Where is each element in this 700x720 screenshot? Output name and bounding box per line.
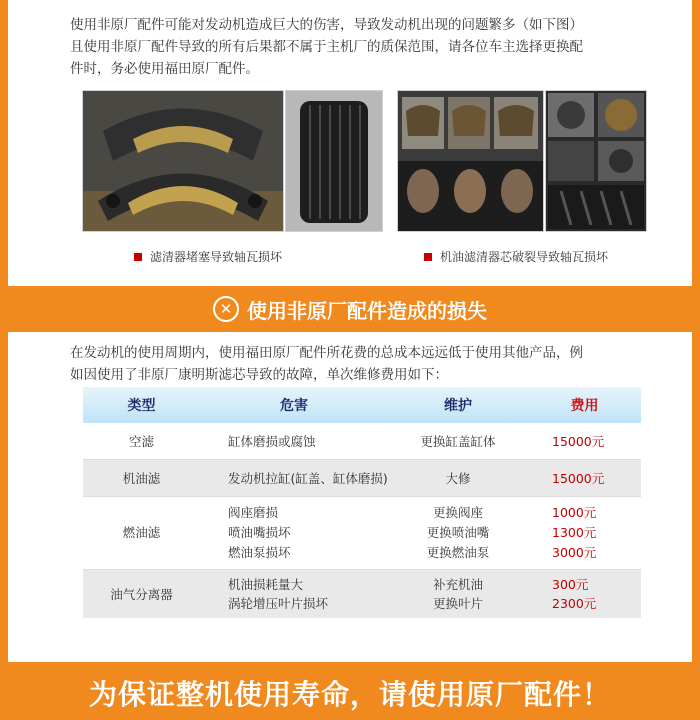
bearing-damage-photo (82, 90, 284, 232)
x-circle-icon: ✕ (213, 296, 239, 322)
header-fix: 维护 (444, 398, 472, 414)
bearing-shells-photo (397, 90, 544, 232)
cell-cost: 2300元 (552, 596, 597, 611)
cell-cost: 1000元 (552, 505, 597, 520)
caption-right-text: 机油滤清器芯破裂导致轴瓦损坏 (440, 250, 609, 264)
cell-fix: 更换阀座 (432, 505, 483, 520)
para-line: 如因使用了非原厂康明斯滤芯导致的故障，单次维修费用如下： (70, 367, 448, 383)
header-type: 类型 (127, 398, 156, 414)
cell-harm: 涡轮增压叶片损坏 (228, 596, 329, 611)
intro-line: 且使用非原厂配件导致的所有后果都不属于主机厂的质保范围，请各位车主选择更换配 (70, 39, 583, 55)
intro-line: 使用非原厂配件可能对发动机造成巨大的伤害，导致发动机出现的问题繁多（如下图） (70, 17, 583, 33)
header-harm: 危害 (280, 398, 308, 414)
repair-cost-table (83, 387, 641, 618)
cell-cost: 15000元 (552, 434, 605, 449)
cell-harm: 发动机拉缸(缸盖、缸体磨损) (228, 471, 388, 486)
cost-paragraph (70, 342, 660, 386)
header-cost: 费用 (570, 398, 599, 414)
section-title (0, 290, 700, 328)
table-row (83, 460, 641, 497)
cell-type: 机油滤 (122, 471, 161, 486)
cell-cost: 300元 (552, 577, 589, 592)
intro-text (70, 14, 660, 80)
section-title-text: 使用非原厂配件造成的损失 (247, 298, 487, 323)
cell-cost: 3000元 (552, 545, 597, 560)
cell-cost: 1300元 (552, 525, 597, 540)
cell-fix: 更换喷油嘴 (426, 525, 490, 540)
cell-fix: 更换缸盖缸体 (420, 434, 496, 449)
red-square-bullet (134, 253, 142, 261)
cell-harm: 喷油嘴损坏 (228, 525, 291, 540)
intro-line: 件时，务必使用福田原厂配件。 (70, 61, 259, 77)
cell-harm: 缸体磨损或腐蚀 (228, 434, 316, 449)
cell-cost: 15000元 (552, 471, 605, 486)
caption-right (424, 248, 608, 265)
table-row (83, 423, 641, 460)
cost-panel (8, 332, 692, 662)
para-line: 在发动机的使用周期内，使用福田原厂配件所花费的总成本远远低于使用其他产品，例 (70, 345, 583, 361)
clogged-filter-photo (285, 90, 383, 232)
filter-parts-photo (545, 90, 647, 232)
cell-fix: 大修 (445, 471, 471, 486)
cell-fix: 更换叶片 (432, 596, 483, 611)
intro-panel (8, 0, 692, 286)
caption-left-text: 滤清器堵塞导致轴瓦损坏 (150, 250, 283, 264)
cell-harm: 阀座磨损 (228, 505, 279, 520)
cell-harm: 燃油泵损坏 (228, 545, 291, 560)
table-row (83, 570, 641, 618)
cell-type: 空滤 (128, 434, 154, 449)
table-row (83, 497, 641, 570)
cell-fix: 更换燃油泵 (426, 545, 490, 560)
cell-fix: 补充机油 (432, 577, 483, 592)
cell-type: 油气分离器 (110, 586, 173, 602)
caption-left (134, 248, 282, 265)
table-header (83, 387, 641, 423)
cell-harm: 机油损耗量大 (228, 577, 304, 592)
cell-type: 燃油滤 (122, 525, 161, 540)
red-square-bullet (424, 253, 432, 261)
slogan-banner: 为保证整机使用寿命，请使用原厂配件！ (88, 678, 611, 711)
